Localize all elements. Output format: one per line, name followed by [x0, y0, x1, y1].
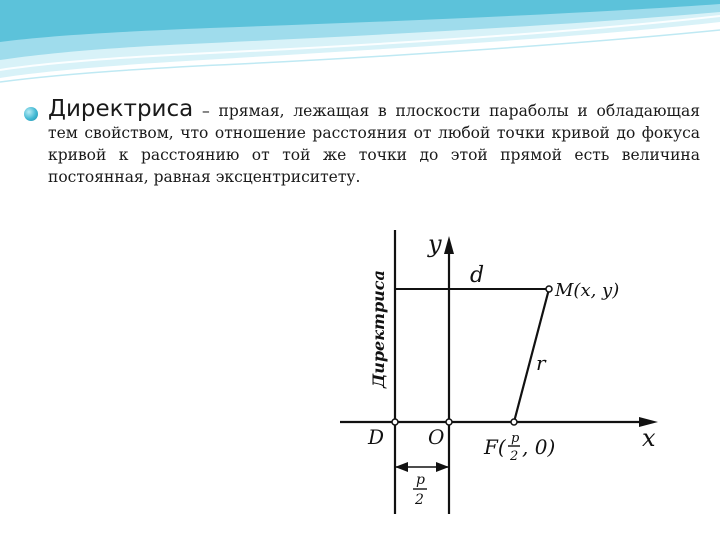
term-heading: Директриса — [48, 96, 194, 122]
x-axis-label: x — [642, 424, 656, 452]
definition-text: прямая, лежащая в плоскости параболы и обладающая тем свойством, что отношение расстояния от любой точки кривой до фокуса кривой к расстоянию от той же точки до этой прямой есть величина постоянная, равная эксцентриситету. — [48, 102, 700, 186]
half-p-arrow-right-icon — [436, 462, 449, 472]
half-p-numerator: p — [416, 472, 425, 488]
y-axis-arrow-icon — [444, 236, 454, 254]
origin-label: O — [428, 425, 445, 449]
parabola-directrix-diagram — [324, 222, 684, 522]
bullet-marker-icon — [24, 107, 38, 121]
point-m-label: M(x, y) — [555, 280, 620, 301]
definition-paragraph — [48, 98, 700, 188]
d-point-label: D — [368, 425, 385, 449]
point-f-marker — [511, 419, 517, 425]
header-wave-banner — [0, 0, 720, 90]
point-o-marker — [446, 419, 452, 425]
focus-frac-numerator: p — [511, 431, 520, 446]
directrix-label: Директриса — [369, 270, 388, 388]
focus-label-suffix: , 0) — [522, 435, 556, 459]
focus-frac-denominator: 2 — [510, 449, 519, 464]
half-p-denominator: 2 — [415, 492, 424, 508]
diagram-svg — [324, 222, 684, 522]
y-axis-label: y — [428, 230, 442, 258]
d-label: d — [470, 263, 485, 288]
r-label: r — [536, 351, 546, 375]
focus-label-prefix: F( — [484, 435, 506, 459]
definition-bullet — [24, 98, 700, 188]
half-p-arrow-left-icon — [395, 462, 408, 472]
term-dash: – — [202, 102, 210, 120]
point-d-marker — [392, 419, 398, 425]
point-m-marker — [546, 286, 552, 292]
